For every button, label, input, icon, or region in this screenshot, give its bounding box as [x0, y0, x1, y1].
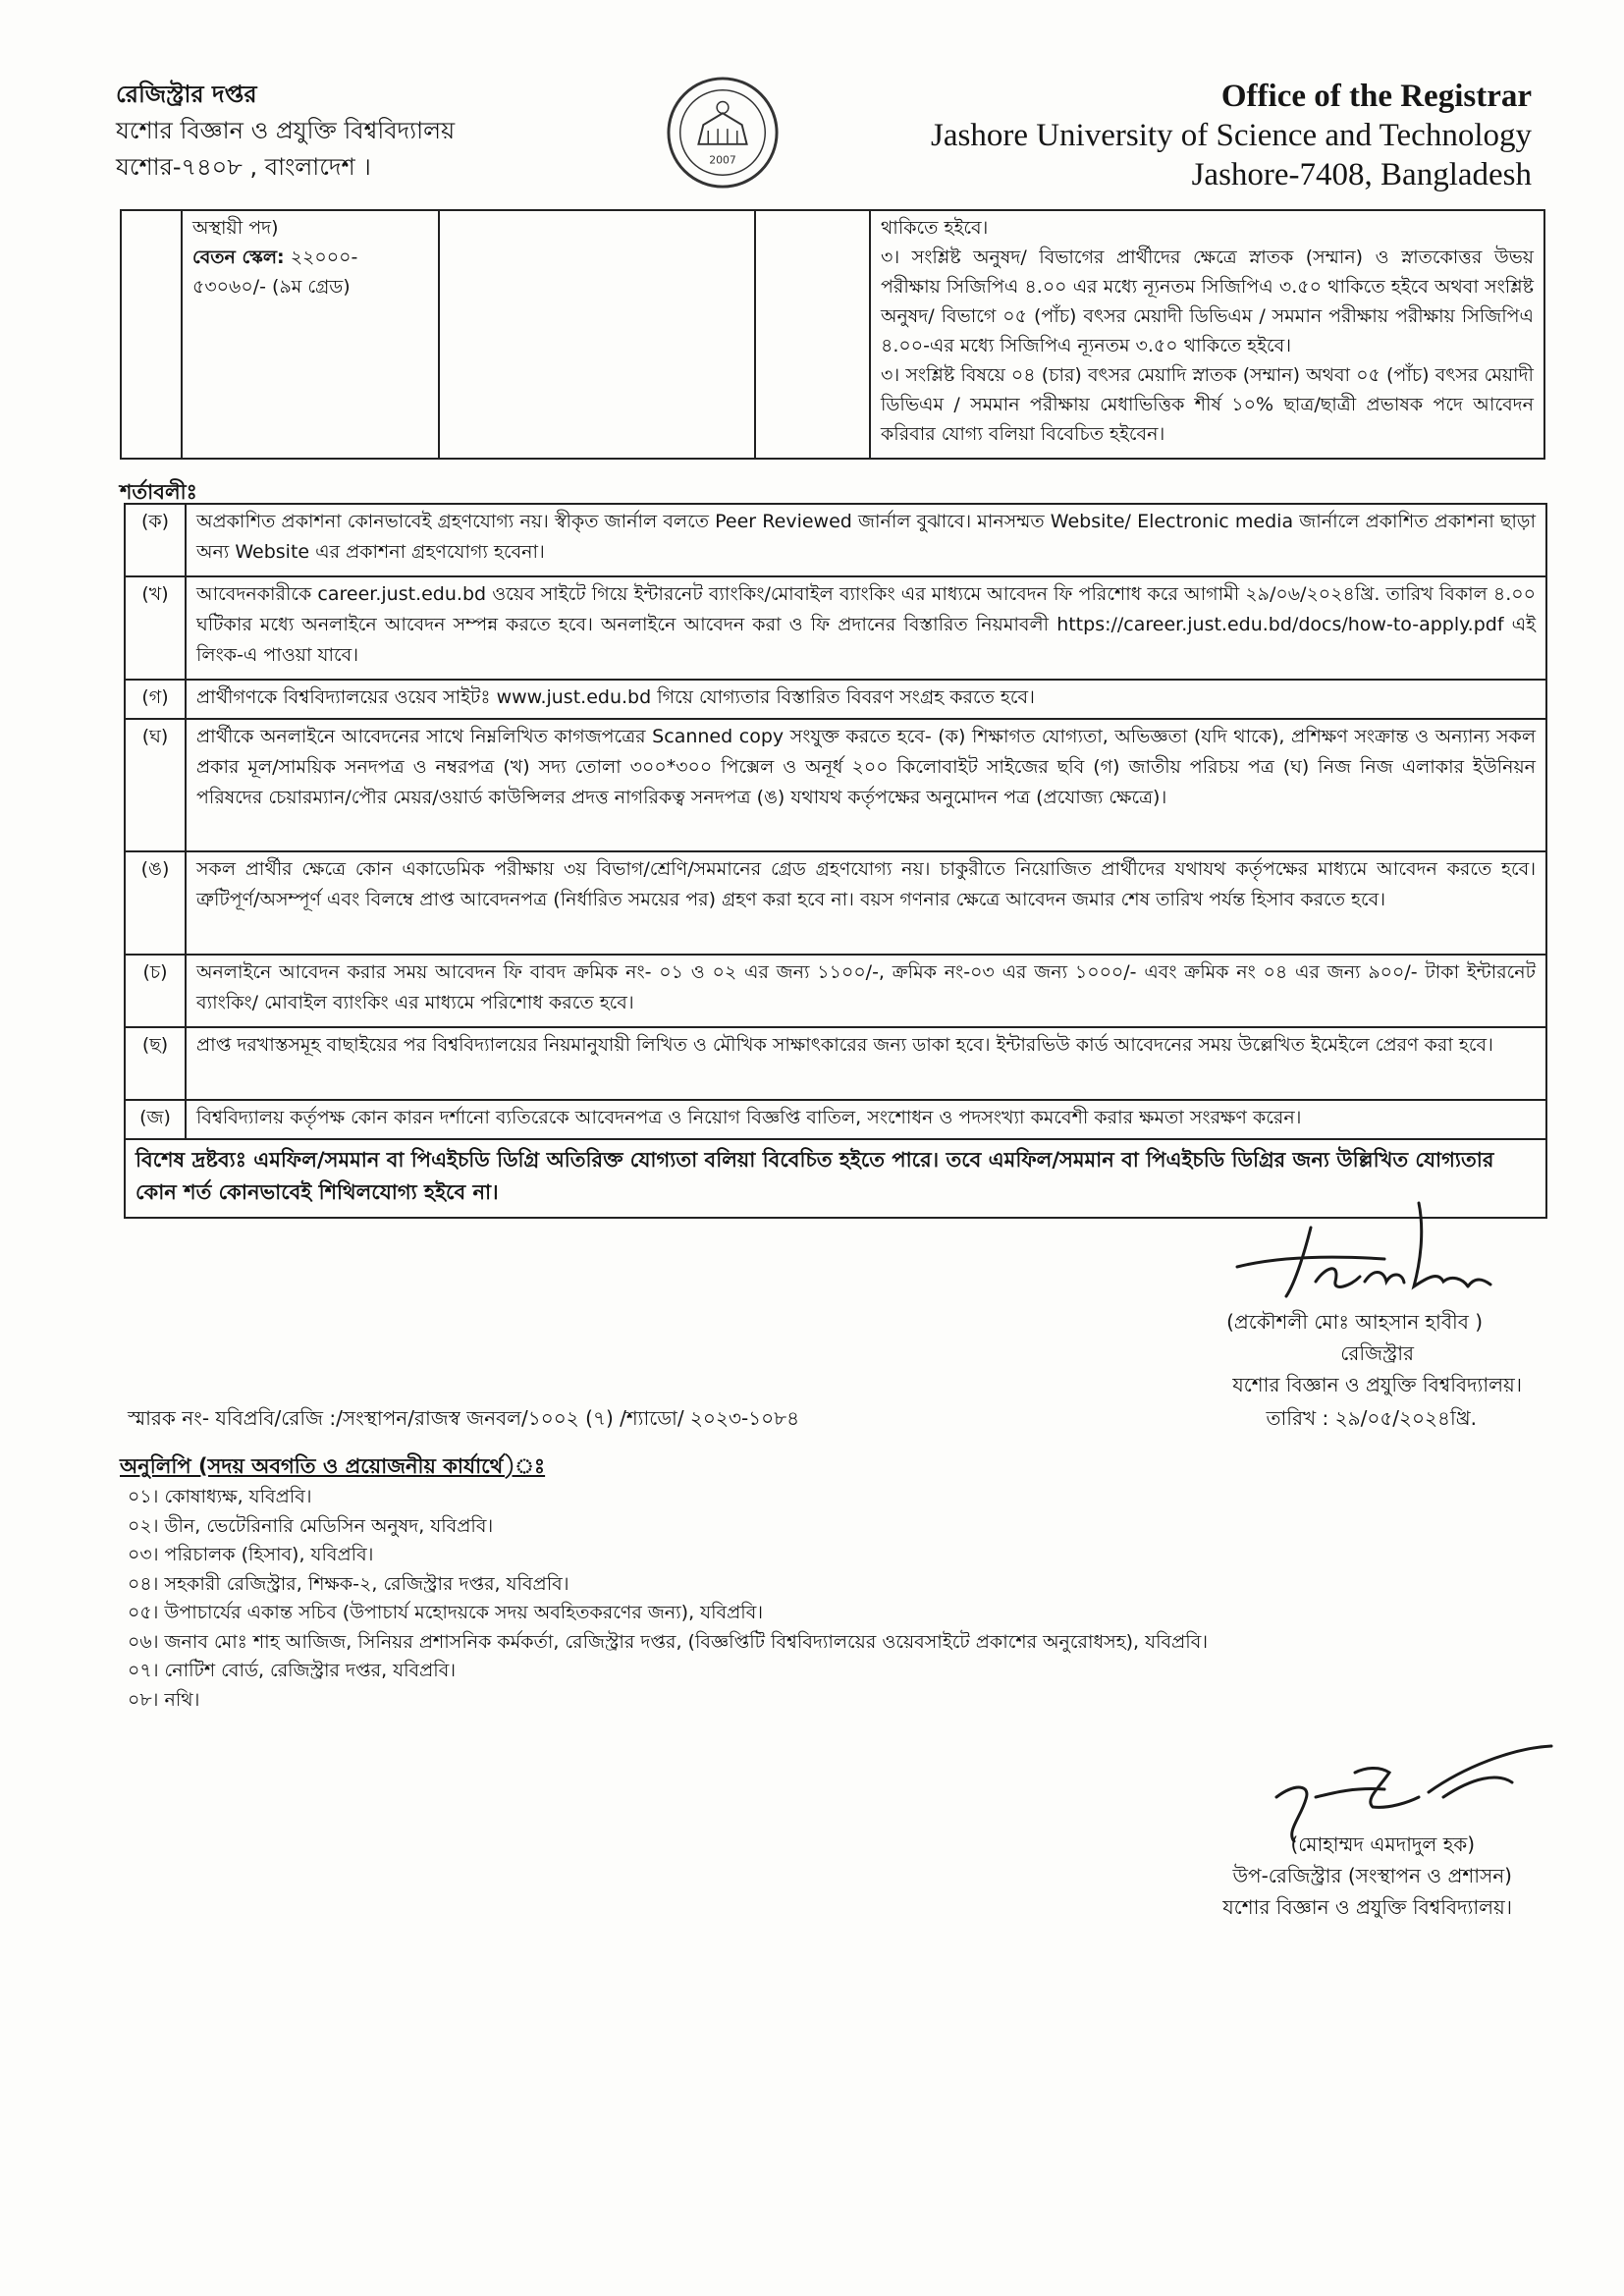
position-continuation-table — [120, 209, 1545, 460]
blank-cell-a — [439, 210, 755, 459]
memo-number: স্মারক নং- যবিপ্রবি/রেজি :/সংস্থাপন/রাজস্ব জনবল/১০০২ (৭) /শ্যাডো/ ২০২৩-১০৮৪ — [128, 1406, 800, 1430]
copies-list — [128, 1483, 1404, 1715]
deputy-registrar-name: (মোহাম্মদ এমদাদুল হক) — [1290, 1832, 1475, 1856]
university-seal-logo — [665, 75, 781, 191]
registrar-title: রেজিস্ট্রার — [1340, 1341, 1414, 1365]
condition-marker: (ছ) — [125, 1027, 186, 1100]
condition-marker: (ঙ) — [125, 851, 186, 955]
condition-marker: (গ) — [125, 680, 186, 719]
condition-marker: (খ) — [125, 576, 186, 680]
condition-text: প্রার্থীকে অনলাইনে আবেদনের সাথে নিম্নলিখিত কাগজপত্রের Scanned copy সংযুক্ত করতে হবে- (ক) শিক্ষাগত যোগ্যতা, অভিজ্ঞতা (যদি থাকে), প্রশিক্ষণ সংক্রান্ত ও অন্যান্য সকল প্রকার মূল/সাময়িক সনদপত্র ও নম্বরপত্র (খ) সদ্য তোলা ৩০০*৩০০ পিক্সেল ও অনূর্ধ ২০০ কিলোবাইট সাইজের ছবি (গ) জাতীয় পরিচয় পত্র (ঘ) নিজ নিজ এলাকার ইউনিয়ন পরিষদের চেয়ারম্যান/পৌর মেয়র/ওয়ার্ড কাউন্সিলর প্রদত্ত নাগরিকত্ব সনদপত্র (ঙ) যথাযথ কর্তৃপক্ষের অনুমোদন পত্র (প্রযোজ্য ক্ষেত্রে)। — [186, 719, 1546, 851]
condition-text: অনলাইনে আবেদন করার সময় আবেদন ফি বাবদ ক্রমিক নং- ০১ ও ০২ এর জন্য ১১০০/-, ক্রমিক নং-০৩ এর জন্য ১০০০/- এবং ক্রমিক নং ০৪ এর জন্য ৯০০/- টাকা ইন্টারনেট ব্যাংকিং/ মোবাইল ব্যাংকিং এর মাধ্যমে পরিশোধ করতে হবে। — [186, 955, 1546, 1027]
deputy-registrar-org: যশোর বিজ্ঞান ও প্রযুক্তি বিশ্ববিদ্যালয়। — [1222, 1895, 1512, 1919]
copy-item: ০৩। পরিচালক (হিসাব), যবিপ্রবি। — [128, 1544, 374, 1565]
salary-label: বেতন স্কেল: — [192, 246, 285, 268]
header-right-english — [923, 77, 1532, 194]
registrar-name: (প্রকৌশলী মোঃ আহসান হাবীব ) — [1226, 1310, 1483, 1334]
condition-row — [125, 576, 1546, 680]
condition-text: আবেদনকারীকে career.just.edu.bd ওয়েব সাইটে গিয়ে ইন্টারনেট ব্যাংকিং/মোবাইল ব্যাংকিং এর মাধ্যমে আবেদন ফি পরিশোধ করে আগামী ২৯/০৬/২০২৪খ্রি. তারিখ বিকাল ৪.০০ ঘটিকার মধ্যে অনলাইনে আবেদন সম্পন্ন করতে হবে। অনলাইনে আবেদন করা ও ফি প্রদানের বিস্তারিত নিয়মাবলী https://career.just.edu.bd/docs/how-to-apply.pdf এই লিংক-এ পাওয়া যাবে। — [186, 576, 1546, 680]
req-3b: ৩। সংশ্লিষ্ট বিষয়ে ০৪ (চার) বৎসর মেয়াদি স্নাতক (সম্মান) অথবা ০৫ (পাঁচ) বৎসর মেয়াদী ডিভিএম / সমমান পরীক্ষায় মেধাভিত্তিক শীর্ষ ১০% ছাত্র/ছাত্রী প্রভাষক পদে আবেদন করিবার যোগ্য বলিয়া বিবেচিত হইবেন। — [881, 364, 1534, 445]
issue-date: তারিখ : ২৯/০৫/২০২৪খ্রি. — [1266, 1406, 1477, 1430]
header-left-bangla — [116, 77, 626, 186]
deputy-registrar-title: উপ-রেজিস্ট্রার (সংস্থাপন ও প্রশাসন) — [1232, 1864, 1512, 1887]
serial-cell — [121, 210, 182, 459]
condition-text: প্রার্থীগণকে বিশ্ববিদ্যালয়ের ওয়েব সাইটঃ www.just.edu.bd গিয়ে যোগ্যতার বিস্তারিত বিবরণ সংগ্রহ করতে হবে। — [186, 680, 1546, 719]
condition-row — [125, 680, 1546, 719]
address-en: Jashore-7408, Bangladesh — [1191, 157, 1532, 192]
deputy-registrar-signature-block — [1041, 1829, 1512, 1923]
special-note: বিশেষ দ্রষ্টব্যঃ এমফিল/সমমান বা পিএইচডি ডিগ্রি অতিরিক্ত যোগ্যতা বলিয়া বিবেচিত হইতে পারে। তবে এমফিল/সমমান বা পিএইচডি ডিগ্রির জন্য উল্লিখিত যোগ্যতার কোন শর্ত কোনভাবেই শিথিলযোগ্য হইবে না। — [125, 1139, 1546, 1218]
seal-year: 2007 — [709, 153, 736, 167]
condition-row — [125, 851, 1546, 955]
condition-text: সকল প্রার্থীর ক্ষেত্রে কোন একাডেমিক পরীক্ষায় ৩য় বিভাগ/শ্রেণি/সমমানের গ্রেড গ্রহণযোগ্য নয়। চাকুরীতে নিয়োজিত প্রার্থীদের যথাযথ কর্তৃপক্ষের মাধ্যমে আবেদন করতে হবে। ত্রুটিপূর্ণ/অসম্পূর্ণ এবং বিলম্বে প্রাপ্ত আবেদনপত্র (নির্ধারিত সময়ের পর) গ্রহণ করা হবে না। বয়স গণনার ক্ষেত্রে আবেদন জমার শেষ তারিখ পর্যন্ত হিসাব করতে হবে। — [186, 851, 1546, 955]
condition-marker: (ক) — [125, 504, 186, 576]
university-name-bn: যশোর বিজ্ঞান ও প্রযুক্তি বিশ্ববিদ্যালয় — [116, 117, 456, 144]
condition-marker: (ঘ) — [125, 719, 186, 851]
post-cell — [182, 210, 439, 459]
req-3a: ৩। সংশ্লিষ্ট অনুষদ/ বিভাগের প্রার্থীদের ক্ষেত্রে স্নাতক (সম্মান) ও স্নাতকোত্তর উভয় পরীক্ষায় সিজিপিএ ৪.০০ এর মধ্যে ন্যূনতম সিজিপিএ ৩.৫০ থাকিতে হইবে অথবা সংশ্লিষ্ট অনুষদ/ বিভাগে ০৫ (পাঁচ) বৎসর মেয়াদী ডিভিএম / সমমান পরীক্ষায় পরীক্ষায় সিজিপিএ ৪.০০-এর মধ্যে সিজিপিএ ন্যূনতম ৩.৫০ থাকিতে হইবে। — [881, 246, 1534, 356]
registrar-signature-block — [1060, 1306, 1522, 1400]
condition-row — [125, 719, 1546, 851]
copy-item: ০৫। উপাচার্যের একান্ত সচিব (উপাচার্য মহোদয়কে সদয় অবহিতকরণের জন্য), যবিপ্রবি। — [128, 1602, 764, 1623]
address-bn: যশোর-৭৪০৮ , বাংলাদেশ । — [116, 153, 371, 181]
req-intro: থাকিতে হইবে। — [881, 217, 989, 239]
blank-cell-b — [755, 210, 870, 459]
condition-row — [125, 504, 1546, 576]
office-name-bn: রেজিস্ট্রার দপ্তর — [116, 81, 257, 108]
condition-text: অপ্রকাশিত প্রকাশনা কোনভাবেই গ্রহণযোগ্য নয়। স্বীকৃত জার্নাল বলতে Peer Reviewed জার্নাল বুঝাবে। মানসম্মত Website/ Electronic media জার্নালে প্রকাশিত প্রকাশনা ছাড়া অন্য Website এর প্রকাশনা গ্রহণযোগ্য হবেনা। — [186, 504, 1546, 576]
university-name-en: Jashore University of Science and Technology — [931, 118, 1532, 153]
condition-marker: (জ) — [125, 1100, 186, 1139]
condition-row — [125, 1100, 1546, 1139]
condition-text: প্রাপ্ত দরখাস্তসমূহ বাছাইয়ের পর বিশ্ববিদ্যালয়ের নিয়মানুযায়ী লিখিত ও মৌখিক সাক্ষাৎকারের জন্য ডাকা হবে। ইন্টারভিউ কার্ড আবেদনের সময় উল্লেখিত ইমেইলে প্রেরণ করা হবে। — [186, 1027, 1546, 1100]
copy-item: ০৮। নথি। — [128, 1688, 200, 1711]
copy-item: ০৬। জনাব মোঃ শাহ আজিজ, সিনিয়র প্রশাসনিক কর্মকর্তা, রেজিস্ট্রার দপ্তর, (বিজ্ঞপ্তিটি বিশ্ববিদ্যালয়ের ওয়েবসাইটে প্রকাশের অনুরোধসহ), যবিপ্রবি। — [128, 1630, 1209, 1653]
copy-item: ০২। ডীন, ভেটেরিনারি মেডিসিন অনুষদ, যবিপ্রবি। — [128, 1514, 494, 1537]
condition-marker: (চ) — [125, 955, 186, 1027]
conditions-title: শর্তাবলীঃ — [120, 480, 197, 504]
condition-row — [125, 955, 1546, 1027]
salary-grade: ৫৩০৬০/- (৯ম গ্রেড) — [192, 276, 351, 298]
post-line: অস্থায়ী পদ) — [192, 217, 279, 239]
salary-line — [192, 243, 428, 272]
copies-title: অনুলিপি (সদয় অবগতি ও প্রয়োজনীয় কার্যার্থে)ঃ — [120, 1454, 546, 1478]
registrar-signature — [1218, 1188, 1512, 1316]
copy-item: ০৭। নোটিশ বোর্ড, রেজিস্ট্রার দপ্তর, যবিপ্রবি। — [128, 1660, 457, 1681]
condition-text: বিশ্ববিদ্যালয় কর্তৃপক্ষ কোন কারন দর্শানো ব্যতিরেকে আবেদনপত্র ও নিয়োগ বিজ্ঞপ্তি বাতিল, সংশোধন ও পদসংখ্যা কমবেশী করার ক্ষমতা সংরক্ষণ করেন। — [186, 1100, 1546, 1139]
condition-row — [125, 1027, 1546, 1100]
copy-item: ০১। কোষাধ্যক্ষ, যবিপ্রবি। — [128, 1486, 312, 1507]
office-name-en: Office of the Registrar — [1220, 79, 1532, 114]
copy-item: ০৪। সহকারী রেজিস্ট্রার, শিক্ষক-২, রেজিস্ট্রার দপ্তর, যবিপ্রবি। — [128, 1572, 569, 1595]
requirements-cell — [870, 210, 1544, 459]
conditions-table — [124, 503, 1547, 1219]
registrar-org: যশোর বিজ্ঞান ও প্রযুক্তি বিশ্ববিদ্যালয়। — [1232, 1373, 1522, 1396]
salary-value: ২২০০০- — [290, 246, 358, 268]
